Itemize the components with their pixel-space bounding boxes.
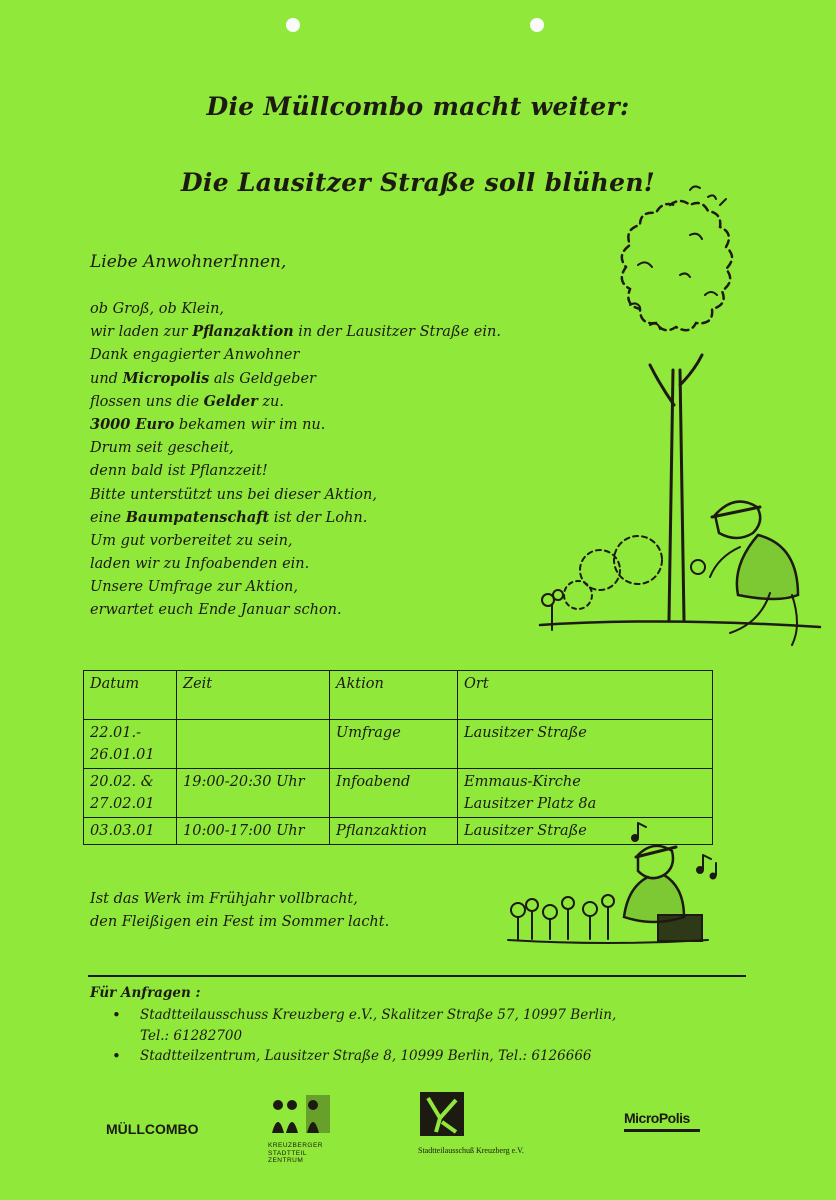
poem-line: Bitte unterstützt uns bei dieser Aktion, xyxy=(90,486,377,503)
kreuzberger-caption: KREUZBERGER STADTTEIL ZENTRUM xyxy=(268,1142,323,1164)
table-header-row xyxy=(84,671,713,720)
poem-line: denn bald ist Pflanzzeit! xyxy=(90,463,268,480)
tree-gardener-illustration xyxy=(530,175,830,655)
cell-aktion: Infoabend xyxy=(330,769,458,818)
divider xyxy=(88,975,746,977)
cell-ort: Emmaus-Kirche Lausitzer Platz 8a xyxy=(458,769,713,818)
ground-line xyxy=(540,621,820,627)
bullet-icon: • xyxy=(112,1047,121,1065)
stadtteilausschuss-caption: Stadtteilausschuß Kreuzberg e.V. xyxy=(418,1146,524,1155)
cell-ort: Lausitzer Straße xyxy=(458,818,713,845)
micropolis-logo: MicroPolis xyxy=(624,1110,700,1132)
cell-datum: 22.01.- 26.01.01 xyxy=(84,720,177,769)
cell-aktion: Umfrage xyxy=(330,720,458,769)
page-title: Die Müllcombo macht weiter: xyxy=(206,92,630,121)
poem-line: ob Groß, ob Klein, xyxy=(90,301,225,317)
poem-line: eine Baumpatenschaft ist der Lohn. xyxy=(90,508,368,526)
bullet-icon: • xyxy=(112,1006,121,1024)
figures-icon xyxy=(268,1093,332,1135)
column-header-aktion: Aktion xyxy=(330,671,458,720)
column-header-ort: Ort xyxy=(458,671,713,720)
gardener-icon xyxy=(624,846,702,941)
cell-zeit: 10:00-17:00 Uhr xyxy=(177,818,330,845)
poem-line: Drum seit gescheit, xyxy=(90,440,234,457)
muellcombo-logo: MÜLLCOMBO xyxy=(106,1121,199,1137)
cell-ort: Lausitzer Straße xyxy=(458,720,713,769)
cell-zeit: 19:00-20:30 Uhr xyxy=(177,769,330,818)
poem-line: laden wir zu Infoabenden ein. xyxy=(90,556,310,573)
poem-line: und Micropolis als Geldgeber xyxy=(90,369,316,387)
tree-trunk xyxy=(650,355,702,620)
poem-line: Dank engagierter Anwohner xyxy=(90,347,300,364)
greeting: Liebe AnwohnerInnen, xyxy=(90,252,287,272)
cell-aktion: Pflanzaktion xyxy=(330,818,458,845)
kreuzberger-stadtteilzentrum-logo xyxy=(268,1093,332,1165)
cell-datum: 20.02. & 27.02.01 xyxy=(84,769,177,818)
cell-zeit xyxy=(177,720,330,769)
poem-line: Unsere Umfrage zur Aktion, xyxy=(90,579,299,596)
poem-line: Um gut vorbereitet zu sein, xyxy=(90,532,293,549)
closing-line: den Fleißigen ein Fest im Sommer lacht. xyxy=(90,914,390,930)
table-row xyxy=(84,720,713,769)
flower-icon xyxy=(511,895,614,939)
punch-hole-left xyxy=(286,18,300,32)
micropolis-underline xyxy=(624,1129,700,1132)
contact-label: Für Anfragen : xyxy=(90,985,201,1001)
stadtteilausschuss-logo xyxy=(420,1092,524,1155)
poem-line: erwartet euch Ende Januar schon. xyxy=(90,602,342,619)
poem-line: flossen uns die Gelder zu. xyxy=(90,392,284,410)
contact-address: Stadtteilzentrum, Lausitzer Straße 8, 10999 Berlin, Tel.: 6126666 xyxy=(140,1048,592,1064)
column-header-datum: Datum xyxy=(84,671,177,720)
closing-line: Ist das Werk im Frühjahr vollbracht, xyxy=(90,891,358,907)
cell-datum: 03.03.01 xyxy=(84,818,177,845)
singing-gardener-illustration xyxy=(498,815,748,955)
invitation-poem xyxy=(90,300,501,625)
stadtteilausschuss-emblem-icon xyxy=(420,1092,464,1136)
poem-line: 3000 Euro bekamen wir im nu. xyxy=(90,415,326,433)
contact-address: Stadtteilausschuss Kreuzberg e.V., Skalitzer Straße 57, 10997 Berlin, xyxy=(140,1007,617,1023)
closing-verse xyxy=(90,888,389,934)
bush-icon xyxy=(564,536,662,609)
tree-crown-icon xyxy=(622,186,732,330)
column-header-zeit: Zeit xyxy=(177,671,330,720)
table-row xyxy=(84,769,713,818)
poem-line: wir laden zur Pflanzaktion in der Lausitzer Straße ein. xyxy=(90,323,501,341)
page-subtitle: Die Lausitzer Straße soll blühen! xyxy=(180,168,656,197)
contact-phone: Tel.: 61282700 xyxy=(140,1028,243,1044)
punch-hole-right xyxy=(530,18,544,32)
